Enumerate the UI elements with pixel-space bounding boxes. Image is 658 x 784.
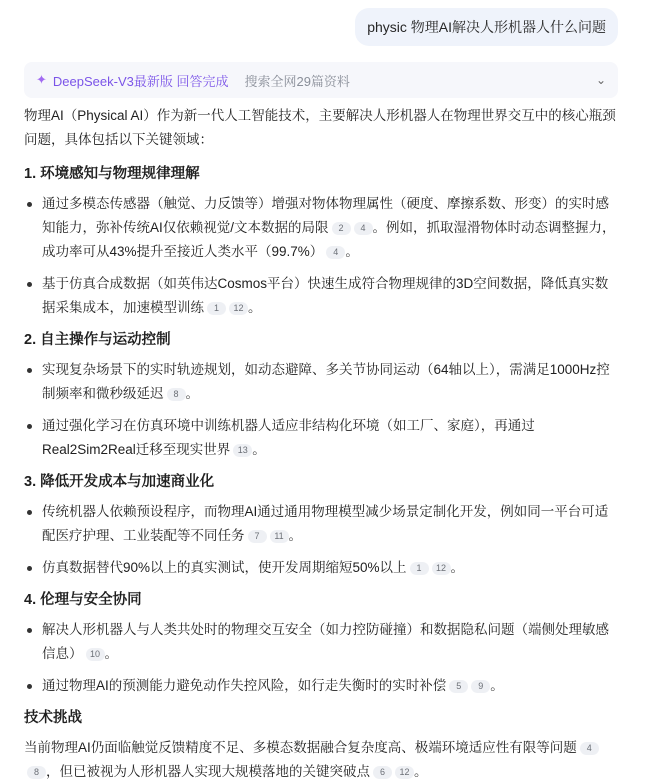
citation-badge[interactable]: 12 xyxy=(432,562,451,575)
item-tail: 。 xyxy=(248,300,262,315)
list-item xyxy=(24,192,620,264)
bullet-list xyxy=(24,618,620,698)
item-tail: 。 xyxy=(104,646,118,661)
challenges-heading: 技术挑战 xyxy=(24,710,82,726)
section-heading: 4. 伦理与安全协同 xyxy=(24,592,142,608)
item-tail: 。 xyxy=(252,442,266,457)
chevron-down-icon[interactable]: ⌄ xyxy=(595,73,606,87)
item-text: 通过强化学习在仿真环境中训练机器人适应非结构化环境（如工厂、家庭），再通过Real2Sim2Real迁移至现实世界 xyxy=(42,418,535,457)
item-text: 解决人形机器人与人类共处时的物理交互安全（如力控防碰撞）和数据隐私问题（端侧处理敏感信息） xyxy=(42,622,609,661)
citation-badge[interactable]: 8 xyxy=(27,766,46,779)
challenges-text: 当前物理AI仍面临触觉反馈精度不足、多模态数据融合复杂度高、极端环境适应性有限等问题 xyxy=(24,740,577,755)
citation-badge[interactable]: 12 xyxy=(229,302,248,315)
list-item xyxy=(24,414,620,462)
citation-badge[interactable]: 5 xyxy=(449,680,468,693)
item-tail: 。 xyxy=(490,678,504,693)
item-text: 基于仿真合成数据（如英伟达Cosmos平台）快速生成符合物理规律的3D空间数据，降低真实数据采集成本，加速模型训练 xyxy=(42,276,609,315)
item-end: 。 xyxy=(345,244,359,259)
intro-paragraph: 物理AI（Physical AI）作为新一代人工智能技术，主要解决人形机器人在物理世界交互中的核心瓶颈问题，具体包括以下关键领域： xyxy=(24,108,616,147)
bullet-list xyxy=(24,500,620,580)
item-tail: 。 xyxy=(450,560,465,575)
user-message: physic 物理AI解决人形机器人什么问题 xyxy=(355,8,618,46)
list-item xyxy=(24,556,620,580)
model-status: DeepSeek-V3最新版 回答完成 xyxy=(52,73,229,89)
list-item xyxy=(24,618,620,666)
citation-badge[interactable]: 2 xyxy=(332,222,351,235)
citation-badge[interactable]: 4 xyxy=(580,742,599,755)
citation-badge[interactable]: 7 xyxy=(248,530,267,543)
citation-badge[interactable]: 9 xyxy=(471,680,490,693)
citation-badge[interactable]: 13 xyxy=(233,444,252,457)
citation-badge[interactable]: 8 xyxy=(167,388,186,401)
sections xyxy=(24,162,620,698)
item-tail: 。 xyxy=(288,528,302,543)
citation-badge[interactable]: 4 xyxy=(326,246,345,259)
challenges-end: 。 xyxy=(414,764,428,779)
answer-content xyxy=(24,104,620,784)
challenges-tail: ，但已被视为人形机器人实现大规模落地的关键突破点 xyxy=(46,764,370,779)
item-text: 实现复杂场景下的实时轨迹规划，如动态避障、多关节协同运动（64轴以上），需满足1000Hz控制频率和微秒级延迟 xyxy=(42,362,610,401)
section-heading: 3. 降低开发成本与加速商业化 xyxy=(24,474,215,490)
list-item xyxy=(24,358,620,406)
list-item xyxy=(24,500,620,548)
section-heading: 1. 环境感知与物理规律理解 xyxy=(24,166,200,182)
item-text: 仿真数据替代90%以上的真实测试，使开发周期缩短50%以上 xyxy=(42,560,407,575)
citation-badge[interactable]: 12 xyxy=(395,766,414,779)
item-text: 传统机器人依赖预设程序，而物理AI通过通用物理模型减少场景定制化开发，例如同一平台可适配医疗护理、工业装配等不同任务 xyxy=(42,504,609,543)
item-text: 通过物理AI的预测能力避免动作失控风险，如行走失衡时的实时补偿 xyxy=(42,678,447,693)
item-text: 通过多模态传感器（触觉、力反馈等）增强对物体物理属性（硬度、摩擦系数、形变）的实时感知能力，弥补传统AI仅依赖视觉/文本数据的局限 xyxy=(42,196,609,235)
challenges-paragraph xyxy=(24,736,620,784)
item-tail: 。例如，抓取湿滑物体时动态调整握力，成功率可从43%提升至接近人类水平（99.7%） xyxy=(42,220,616,259)
section-heading: 2. 自主操作与运动控制 xyxy=(24,332,171,348)
citation-badge[interactable]: 1 xyxy=(410,562,429,575)
bullet-list xyxy=(24,358,620,462)
item-tail: 。 xyxy=(185,386,199,401)
search-summary: 搜索全网29篇资料 xyxy=(244,73,350,89)
bullet-list xyxy=(24,192,620,320)
sparkle-icon: ✦ xyxy=(36,72,47,87)
citation-badge[interactable]: 1 xyxy=(207,302,226,315)
citation-badge[interactable]: 4 xyxy=(354,222,373,235)
citation-badge[interactable]: 11 xyxy=(270,530,289,543)
citation-badge[interactable]: 10 xyxy=(86,648,105,661)
list-item xyxy=(24,674,620,698)
answer-status-bar[interactable] xyxy=(24,62,618,98)
list-item xyxy=(24,272,620,320)
citation-badge[interactable]: 6 xyxy=(373,766,392,779)
